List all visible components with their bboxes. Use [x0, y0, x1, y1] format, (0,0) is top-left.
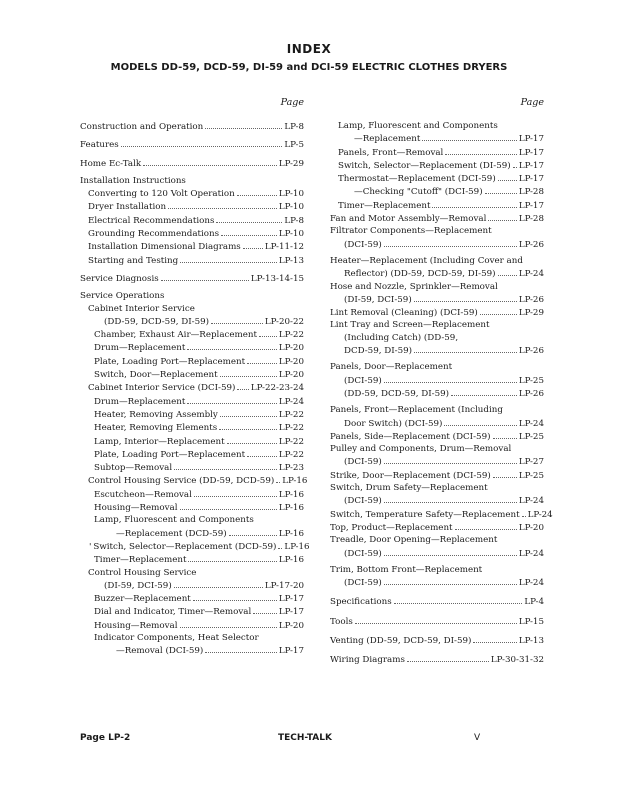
index-entry	[80, 272, 304, 285]
index-entry-text: Specifications	[330, 597, 392, 608]
index-entry-text: Dryer Installation	[88, 202, 167, 213]
index-entry	[80, 315, 304, 328]
dot-leader	[513, 159, 517, 168]
index-entry-page: LP-29	[518, 308, 544, 319]
index-entry-text: Pulley and Components, Drum—Removal	[330, 444, 512, 455]
index-entry-text: Housing—Removal	[94, 503, 178, 514]
index-entry-page: LP-24	[518, 578, 544, 589]
dot-leader	[384, 238, 517, 247]
index-entry-page: LP-8	[284, 215, 304, 226]
index-entry-text: Lamp, Interior—Replacement	[94, 436, 225, 447]
dot-leader	[220, 368, 277, 377]
dot-leader	[243, 240, 263, 249]
index-entry	[330, 595, 544, 608]
dot-leader	[180, 254, 277, 263]
index-entry	[80, 619, 304, 632]
dot-leader	[237, 381, 248, 390]
dot-leader	[221, 227, 277, 236]
dot-leader	[384, 547, 517, 556]
index-entry	[330, 576, 544, 589]
dot-leader	[187, 341, 277, 350]
index-entry	[80, 553, 304, 566]
index-subtitle: MODELS DD-59, DCD-59, DI-59 and DCI-59 ELECTRIC CLOTHES DRYERS	[110, 62, 508, 73]
index-entry-page: LP-24	[518, 496, 544, 507]
index-entry	[330, 159, 544, 172]
index-entry-text: (DCI-59)	[344, 496, 382, 507]
index-entry-page: LP-11-12	[264, 242, 304, 253]
index-entry-text: Lamp, Fluorescent and Components	[94, 515, 254, 526]
dot-leader	[522, 508, 526, 517]
index-entry	[80, 514, 304, 526]
index-entry	[330, 344, 544, 357]
index-entry-text: Plate, Loading Port—Replacement	[94, 356, 246, 367]
dot-leader	[211, 315, 263, 324]
index-entry-text: Construction and Operation	[80, 122, 204, 132]
index-entry-page: LP-20	[278, 356, 304, 367]
index-entry-text: Lamp, Fluorescent and Components	[338, 121, 498, 131]
dot-leader	[229, 527, 277, 536]
page-column-header: Page	[280, 97, 304, 108]
index-entry-text: Installation Instructions	[80, 175, 186, 186]
index-entry	[80, 644, 304, 657]
index-entry-page: LP-16	[284, 541, 310, 552]
index-entry	[80, 157, 304, 170]
dot-leader	[180, 619, 277, 628]
index-entry	[330, 634, 544, 647]
index-entry-text: Control Housing Service (DD-59, DCD-59)	[88, 476, 275, 487]
index-entry-text: Heater, Removing Assembly	[94, 409, 218, 420]
index-entry-page: LP-10	[278, 229, 304, 240]
dot-leader	[174, 579, 263, 588]
index-entry-page: LP-30-31-32	[490, 655, 544, 666]
index-entry	[330, 547, 544, 560]
index-entry	[80, 461, 304, 474]
index-entry-text: —Removal (DCI-59)	[116, 646, 204, 657]
dot-leader	[384, 374, 517, 383]
index-entry-page: LP-22-23-24	[250, 383, 304, 394]
dot-leader	[473, 634, 516, 643]
index-entry	[330, 255, 544, 267]
dot-leader	[194, 488, 277, 497]
dot-leader	[414, 344, 517, 353]
index-entry-text: Installation Dimensional Diagrams	[88, 242, 241, 253]
index-entry-page: LP-13	[278, 255, 304, 266]
index-entry-text: Features	[80, 140, 119, 151]
index-entry-page: LP-23	[278, 463, 304, 474]
index-entry	[330, 120, 544, 132]
dot-leader	[384, 576, 517, 585]
index-entry	[330, 132, 544, 145]
index-entry-page: LP-17	[278, 646, 304, 657]
index-entry	[330, 361, 544, 373]
index-entry-page: LP-13-14-15	[250, 273, 304, 284]
dot-leader	[276, 474, 280, 483]
index-right-column	[330, 96, 553, 667]
dot-leader	[384, 455, 517, 464]
index-entry-text: Indicator Components, Heat Selector	[94, 632, 259, 643]
index-entry-text: (DD-59, DCD-59, DI-59)	[344, 388, 450, 399]
index-entry	[330, 387, 544, 400]
index-entry-page: LP-29	[278, 158, 304, 169]
dot-leader	[193, 592, 277, 601]
index-entry-text: Panels, Front—Replacement (Including	[330, 405, 503, 416]
index-entry-text: Timer—Replacement	[94, 555, 187, 566]
index-entry-text: (DI-59, DCI-59)	[344, 294, 412, 305]
index-entry-text: (Including Catch) (DD-59,	[344, 332, 459, 343]
index-entry-page: LP-17	[518, 200, 544, 211]
index-entry	[80, 632, 304, 644]
index-entry	[330, 238, 544, 251]
index-entry	[330, 281, 544, 293]
index-entry-text: Strike, Door—Replacement (DCI-59)	[330, 470, 491, 481]
index-entry	[330, 267, 544, 280]
index-entry	[330, 319, 544, 331]
index-entry	[80, 254, 304, 267]
index-entry-page: LP-17	[278, 607, 304, 618]
index-entry	[330, 615, 544, 628]
index-entry-text: Heater, Removing Elements	[94, 423, 218, 434]
index-entry	[330, 564, 544, 576]
dot-leader	[237, 187, 277, 196]
index-entry	[80, 605, 304, 618]
index-entry-text: (DI-59, DCI-59)	[104, 580, 172, 591]
dot-leader	[220, 408, 277, 417]
index-entry	[80, 488, 304, 501]
index-entry	[330, 185, 544, 198]
index-entry-text: Plate, Loading Port—Replacement	[94, 449, 246, 460]
index-entry	[330, 417, 544, 430]
index-entry-text: Panels, Side—Replacement (DCI-59)	[330, 431, 491, 442]
index-entry	[80, 290, 304, 302]
index-entry	[330, 172, 544, 185]
index-entry-text: (DCI-59)	[344, 239, 382, 250]
index-entry-text: Wiring Diagrams	[330, 655, 405, 666]
footer-publication: TECH-TALK	[278, 733, 332, 743]
dot-leader	[187, 395, 277, 404]
index-entry-text: Switch, Door—Replacement	[94, 370, 218, 381]
index-entry-text: Fan and Motor Assembly—Removal	[330, 214, 487, 225]
index-entry-page: LP-17-20	[264, 580, 304, 591]
index-entry-page: LP-17	[278, 594, 304, 605]
index-entry-page: LP-16	[278, 503, 304, 514]
index-entry	[330, 225, 544, 237]
dot-leader	[180, 501, 277, 510]
index-entry-text: Lint Tray and Screen—Replacement	[330, 320, 490, 331]
index-entry-page: LP-16	[278, 489, 304, 500]
index-entry-text: Switch, Selector—Replacement (DCD-59)	[93, 541, 277, 552]
index-entry	[80, 328, 304, 341]
index-entry-page: LP-22	[278, 436, 304, 447]
index-entry-text: Electrical Recommendations	[88, 215, 215, 226]
index-entry-page: LP-20	[278, 370, 304, 381]
index-entry	[80, 227, 304, 240]
index-entry	[80, 381, 304, 394]
index-entry	[80, 501, 304, 514]
index-entry-page: LP-28	[518, 214, 544, 225]
dot-leader	[205, 644, 277, 653]
dot-leader	[422, 132, 516, 141]
index-entry-text: (DD-59, DCD-59, DI-59)	[104, 316, 210, 327]
index-entry-mark: '	[89, 541, 92, 552]
index-entry-text: Door Switch) (DCI-59)	[344, 418, 443, 429]
index-entry-text: Timer—Replacement	[338, 200, 431, 211]
index-entry-text: Service Diagnosis	[80, 273, 159, 284]
index-entry	[80, 187, 304, 200]
index-entry-text: Reflector) (DD-59, DCD-59, DI-59)	[344, 269, 496, 280]
index-entry	[80, 200, 304, 213]
dot-leader	[227, 435, 277, 444]
footer-page-ref: Page LP-2	[80, 733, 131, 743]
index-entry-text: DCD-59, DI-59)	[344, 346, 413, 357]
dot-leader	[121, 138, 283, 147]
index-entry	[330, 508, 553, 521]
dot-leader	[407, 653, 489, 662]
index-entry-text: Control Housing Service	[88, 567, 197, 578]
index-entry	[330, 653, 544, 666]
dot-leader	[205, 120, 282, 129]
index-entry-text: Service Operations	[80, 291, 165, 302]
index-entry-page: LP-17	[518, 134, 544, 145]
dot-leader	[493, 430, 517, 439]
index-entry	[80, 540, 310, 553]
index-entry	[330, 469, 544, 482]
index-entry-page: LP-5	[284, 140, 304, 151]
index-entry-page: LP-15	[518, 616, 544, 627]
index-entry-text: Venting (DD-59, DCD-59, DI-59)	[330, 635, 472, 646]
dot-leader	[444, 417, 516, 426]
index-entry	[80, 567, 304, 579]
dot-leader	[168, 200, 277, 209]
index-entry-text: (DCI-59)	[344, 548, 382, 559]
index-entry	[80, 395, 304, 408]
dot-leader	[445, 146, 517, 155]
index-entry	[80, 175, 304, 187]
index-entry-text: Subtop—Removal	[94, 463, 173, 474]
dot-leader	[384, 494, 517, 503]
dot-leader	[253, 605, 277, 614]
index-entry-page: LP-25	[518, 431, 544, 442]
index-entry	[80, 448, 304, 461]
index-entry-page: LP-20	[278, 343, 304, 354]
index-entry-text: Starting and Testing	[88, 255, 179, 266]
index-entry-page: LP-17	[518, 147, 544, 158]
dot-leader	[188, 553, 276, 562]
index-entry-page: LP-28	[518, 187, 544, 198]
index-entry-text: Top, Product—Replacement	[330, 522, 453, 533]
index-entry-page: LP-26	[518, 239, 544, 250]
index-entry-text: Panels, Door—Replacement	[330, 362, 453, 373]
dot-leader	[451, 387, 517, 396]
index-entry	[330, 455, 544, 468]
dot-leader	[455, 521, 517, 530]
index-entry-text: Switch, Drum Safety—Replacement	[330, 483, 488, 494]
index-entry-page: LP-25	[518, 375, 544, 386]
index-entry	[330, 306, 544, 319]
index-entry-text: —Replacement	[354, 134, 421, 145]
index-entry-page: LP-10	[278, 202, 304, 213]
index-left-column	[80, 96, 310, 658]
index-entry	[80, 341, 304, 354]
dot-leader	[394, 595, 523, 604]
dot-leader	[174, 461, 277, 470]
index-entry-text: Heater—Replacement (Including Cover and	[330, 255, 523, 266]
index-entry	[330, 199, 544, 212]
index-entry-page: LP-26	[518, 346, 544, 357]
index-entry	[80, 138, 304, 151]
index-entry	[330, 443, 544, 455]
dot-leader	[488, 212, 517, 221]
index-entry	[330, 521, 544, 534]
index-entry-page: LP-22	[278, 423, 304, 434]
index-entry	[80, 474, 308, 487]
index-entry-page: LP-22	[278, 409, 304, 420]
index-entry-page: LP-22	[278, 449, 304, 460]
dot-leader	[143, 157, 277, 166]
index-entry-text: (DCI-59)	[344, 578, 382, 589]
index-entry-page: LP-4	[524, 597, 544, 608]
index-entry-text: Escutcheon—Removal	[94, 489, 192, 500]
footer-mark: V	[474, 733, 481, 743]
index-entry-text: (DCI-59)	[344, 375, 382, 386]
index-entry	[80, 421, 304, 434]
index-entry	[330, 332, 544, 344]
index-entry-text: Thermostat—Replacement (DCI-59)	[338, 174, 496, 185]
index-entry-text: Converting to 120 Volt Operation	[88, 189, 235, 200]
dot-leader	[161, 272, 249, 281]
index-entry	[330, 494, 544, 507]
index-entry-page: LP-26	[518, 294, 544, 305]
index-entry-page: LP-16	[278, 555, 304, 566]
index-entry-text: Trim, Bottom Front—Replacement	[330, 564, 483, 575]
index-entry	[80, 408, 304, 421]
index-entry-text: Dial and Indicator, Timer—Removal	[94, 607, 252, 618]
index-entry	[80, 592, 304, 605]
index-entry	[80, 435, 304, 448]
index-entry	[80, 240, 304, 253]
index-entry	[80, 355, 304, 368]
index-entry-text: Cabinet Interior Service (DCI-59)	[88, 383, 236, 394]
index-entry-page: LP-22	[278, 330, 304, 341]
index-entry-text: Home Ec-Talk	[80, 158, 142, 169]
index-entry-text: —Replacement (DCD-59)	[116, 528, 227, 539]
dot-leader	[247, 448, 277, 457]
index-entry-page: LP-16	[278, 528, 304, 539]
index-entry-text: Drum—Replacement	[94, 343, 186, 354]
index-entry-page: LP-24	[518, 418, 544, 429]
dot-leader	[259, 328, 277, 337]
index-entry-page: LP-24	[527, 509, 553, 520]
index-entry-text: Cabinet Interior Service	[88, 303, 195, 314]
index-entry-text: Filtrator Components—Replacement	[330, 226, 492, 237]
dot-leader	[247, 355, 277, 364]
index-entry-page: LP-20	[278, 620, 304, 631]
index-entry-page: LP-24	[278, 396, 304, 407]
index-entry	[330, 293, 544, 306]
dot-leader	[498, 267, 517, 276]
dot-leader	[219, 421, 277, 430]
index-entry	[330, 146, 544, 159]
index-entry-page: LP-25	[518, 470, 544, 481]
index-entry	[330, 404, 544, 416]
index-entry-text: (DCI-59)	[344, 457, 382, 468]
index-entry-text: Tools	[330, 616, 353, 627]
index-title: INDEX	[286, 42, 332, 56]
index-entry-page: LP-20	[518, 522, 544, 533]
index-entry-text: Panels, Front—Removal	[338, 147, 444, 158]
index-entry-page: LP-17	[518, 174, 544, 185]
index-entry-text: Grounding Recommendations	[88, 229, 220, 240]
index-entry	[80, 368, 304, 381]
index-entry-text: Housing—Removal	[94, 620, 178, 631]
index-entry	[80, 120, 304, 133]
index-entry	[330, 534, 544, 546]
index-entry-page: LP-13	[518, 635, 544, 646]
index-entry-page: LP-16	[282, 476, 308, 487]
page-column-header: Page	[520, 97, 544, 108]
index-entry-page: LP-10	[278, 189, 304, 200]
dot-leader	[493, 469, 517, 478]
dot-leader	[355, 615, 517, 624]
dot-leader	[432, 199, 516, 208]
index-entry-text: Switch, Selector—Replacement (DI-59)	[338, 160, 511, 171]
index-entry-page: LP-24	[518, 548, 544, 559]
dot-leader	[480, 306, 517, 315]
index-entry-text: Drum—Replacement	[94, 396, 186, 407]
dot-leader	[485, 185, 517, 194]
index-entry-text: Hose and Nozzle, Sprinkler—Removal	[330, 281, 498, 292]
index-entry-page: LP-27	[518, 457, 544, 468]
index-entry	[80, 527, 304, 540]
index-entry-text: Lint Removal (Cleaning) (DCI-59)	[330, 308, 478, 319]
index-entry-text: Chamber, Exhaust Air—Replacement	[94, 330, 257, 341]
index-entry-page: LP-26	[518, 388, 544, 399]
index-entry-page: LP-17	[518, 160, 544, 171]
dot-leader	[498, 172, 517, 181]
index-entry	[80, 214, 304, 227]
index-entry	[330, 430, 544, 443]
index-entry	[330, 374, 544, 387]
index-entry-text: Buzzer—Replacement	[94, 594, 191, 605]
index-entry	[80, 303, 304, 315]
index-entry-page: LP-20-22	[264, 316, 304, 327]
index-entry-page: LP-24	[518, 269, 544, 280]
index-entry-page: LP-8	[284, 122, 304, 132]
dot-leader	[414, 293, 517, 302]
index-entry-text: Treadle, Door Opening—Replacement	[330, 535, 498, 546]
dot-leader	[278, 540, 282, 549]
index-entry	[80, 579, 304, 592]
index-entry	[330, 482, 544, 494]
index-entry-text: Switch, Temperature Safety—Replacement	[330, 509, 520, 520]
dot-leader	[216, 214, 282, 223]
index-entry-text: —Checking "Cutoff" (DCI-59)	[354, 187, 483, 198]
index-entry	[330, 212, 544, 225]
